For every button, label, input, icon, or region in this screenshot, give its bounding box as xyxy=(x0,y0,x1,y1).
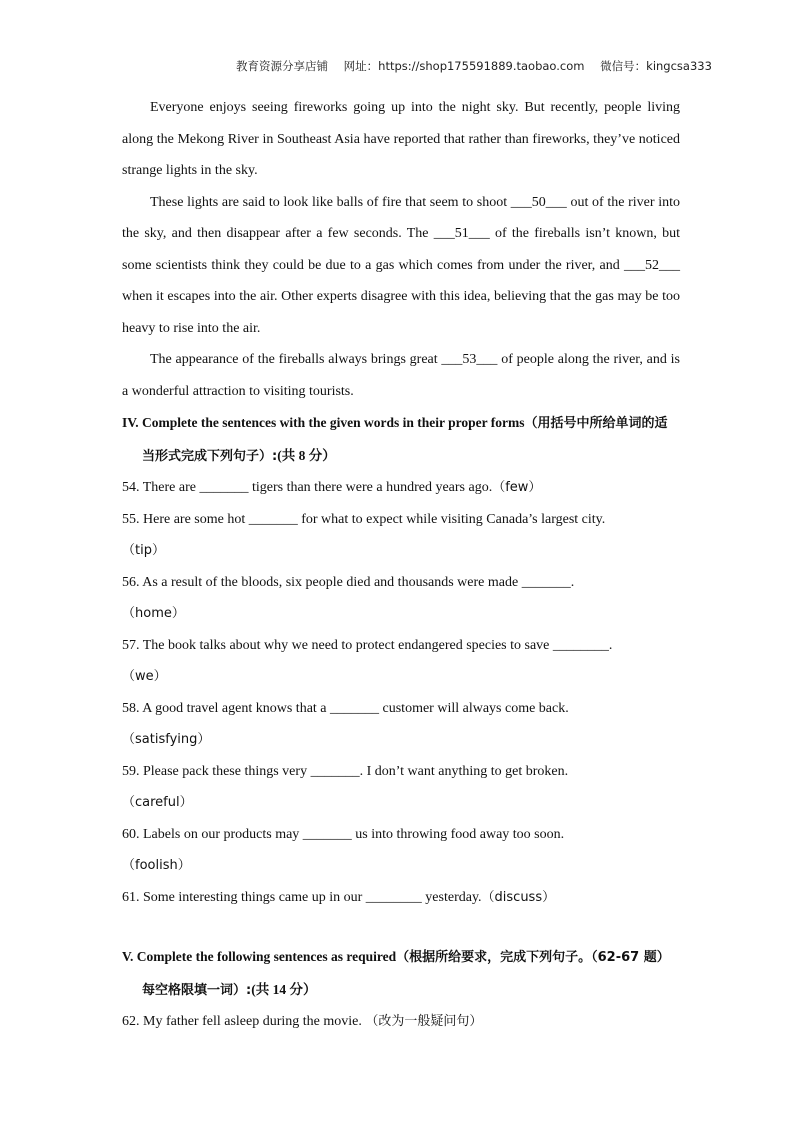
question-54 xyxy=(122,472,680,504)
question-56 xyxy=(122,567,680,630)
question-text: 56. As a result of the bloods, six people died and thousands were made _______. xyxy=(122,574,575,590)
section-4-score: (共 8 分） xyxy=(277,447,336,463)
wechat-id: 微信号：kingcsa333 xyxy=(600,59,712,73)
question-hint: （satisfying） xyxy=(122,732,211,747)
section-4-title xyxy=(122,407,680,472)
question-text: 55. Here are some hot _______ for what to expect while visiting Canada’s largest city. xyxy=(122,511,606,527)
section-spacer xyxy=(122,913,680,941)
section-5-score: (共 14 分） xyxy=(251,981,317,997)
section-5-title-cn-1: （根据所给要求，完成下列句子。（62-67 题） xyxy=(396,950,670,965)
question-hint: （改为一般疑问句） xyxy=(365,1014,483,1029)
page-header xyxy=(236,58,712,74)
question-hint: （we） xyxy=(122,669,167,684)
question-text: 60. Labels on our products may _______ us into throwing food away too soon. xyxy=(122,826,565,842)
section-4-title-cn-2: 当形式完成下列句子）: xyxy=(142,448,278,464)
section-5-title xyxy=(122,941,680,1006)
question-hint: （tip） xyxy=(122,543,165,558)
question-text: 57. The book talks about why we need to protect endangered species to save ________. xyxy=(122,637,613,653)
question-59 xyxy=(122,756,680,819)
question-hint: （foolish） xyxy=(122,858,191,873)
question-61 xyxy=(122,882,680,914)
passage-paragraph-2: These lights are said to look like balls of fire that seem to shoot ___50___ out of the river into the sky, and then disappear after a few seconds. The ___51___ of the fireballs isn’t known, but some scientists think they could be due to a gas which comes from under the river, and ___52___ when it escapes into the air. Other experts disagree with this idea, believing that the gas may be too heavy to rise into the air. xyxy=(122,194,680,336)
passage-paragraph-1: Everyone enjoys seeing fireworks going up into the night sky. But recently, people living along the Mekong River in Southeast Asia have reported that rather than fireworks, they’ve noticed strange lights in the sky. xyxy=(122,100,680,178)
section-4-title-en: IV. Complete the sentences with the given words in their proper forms xyxy=(122,415,525,430)
question-62 xyxy=(122,1006,680,1038)
section-5-title-cn-2: 每空格限填一词）: xyxy=(142,982,252,998)
question-58 xyxy=(122,693,680,756)
section-5-title-en: V. Complete the following sentences as required xyxy=(122,949,397,964)
question-text: 54. There are _______ tigers than there were a hundred years ago. xyxy=(122,480,493,495)
question-hint: （few） xyxy=(492,480,542,495)
question-hint: （home） xyxy=(122,606,185,621)
question-hint: （discuss） xyxy=(481,889,556,905)
shop-url: 网址：https://shop175591889.taobao.com xyxy=(343,59,585,73)
shop-name: 教育资源分享店铺 xyxy=(236,59,328,73)
document-body xyxy=(122,92,680,1038)
question-hint: （careful） xyxy=(122,795,193,810)
question-60 xyxy=(122,819,680,882)
question-text: 62. My father fell asleep during the movie. xyxy=(122,1014,362,1029)
question-text: 61. Some interesting things came up in our ________ yesterday. xyxy=(122,889,482,905)
section-4-title-cn-1: （用括号中所给单词的适 xyxy=(524,416,668,431)
question-55 xyxy=(122,504,680,567)
question-text: 59. Please pack these things very _______. I don’t want anything to get broken. xyxy=(122,763,569,779)
passage-paragraph-3: The appearance of the fireballs always brings great ___53___ of people along the river, and is a wonderful attraction to visiting tourists. xyxy=(122,352,680,399)
question-text: 58. A good travel agent knows that a _______ customer will always come back. xyxy=(122,700,569,716)
question-57 xyxy=(122,630,680,693)
